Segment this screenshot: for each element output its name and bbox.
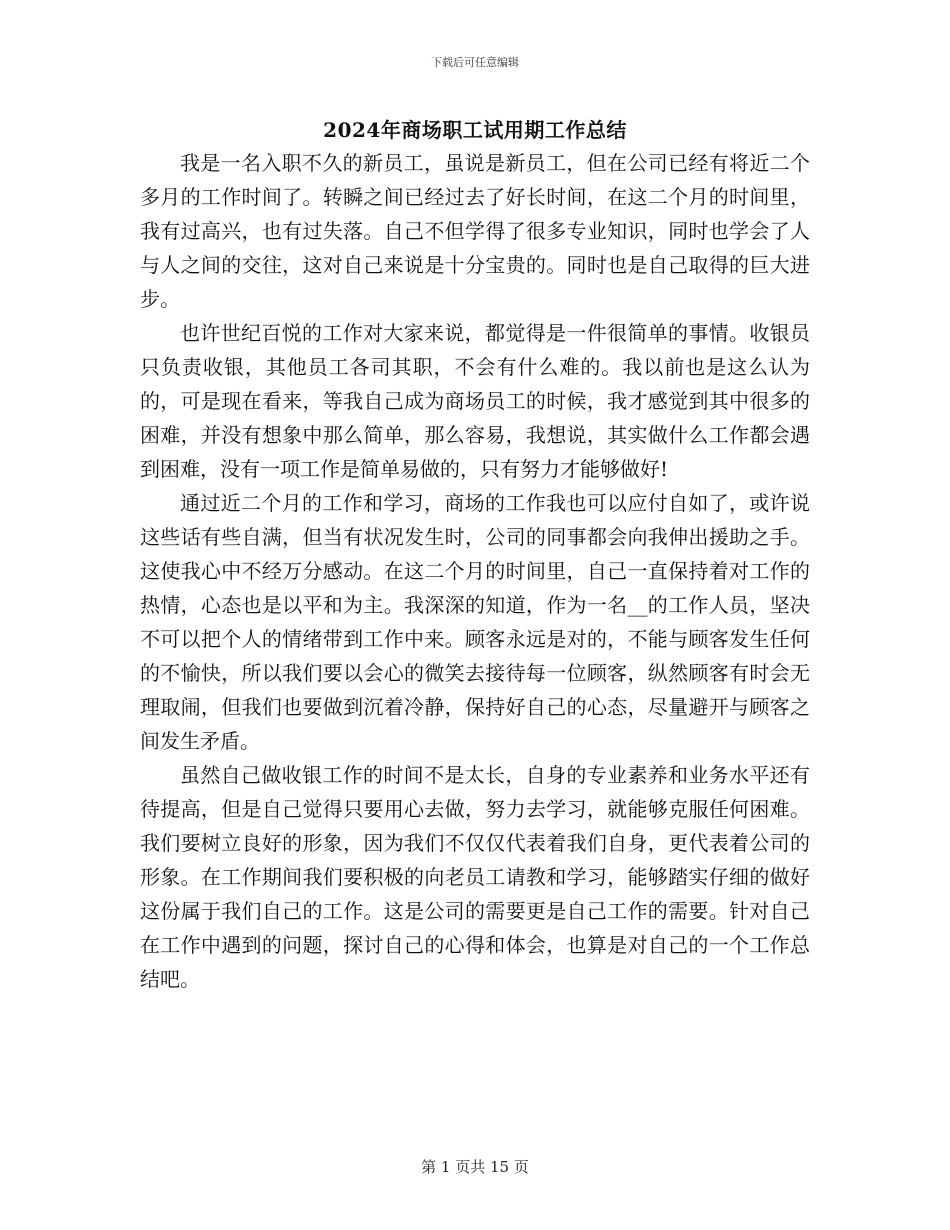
paragraph-2: 也许世纪百悦的工作对大家来说，都觉得是一件很简单的事情。收银员只负责收银，其他员工各司其职，不会有什么难的。我以前也是这么认为的，可是现在看来，等我自己成为商场员工的时候，我才感觉到其中很多的困难，并没有想象中那么简单，那么容易，我想说，其实做什么工作都会遇到困难，没有一项工作是简单易做的，只有努力才能够做好!	[140, 321, 810, 481]
paragraph-3: 通过近二个月的工作和学习，商场的工作我也可以应付自如了，或许说这些话有些自满，但当有状况发生时，公司的同事都会向我伸出援助之手。这使我心中不经万分感动。在这二个月的时间里，自己一直保持着对工作的热情，心态也是以平和为主。我深深的知道，作为一名__的工作人员，坚决不可以把个人的情绪带到工作中来。顾客永远是对的，不能与顾客发生任何的不愉快，所以我们要以会心的微笑去接待每一位顾客，纵然顾客有时会无理取闹，但我们也要做到沉着冷静，保持好自己的心态，尽量避开与顾客之间发生矛盾。	[140, 491, 810, 753]
paragraph-4: 虽然自己做收银工作的时间不是太长，自身的专业素养和业务水平还有待提高，但是自己觉得只要用心去做，努力去学习，就能够克服任何困难。我们要树立良好的形象，因为我们不仅仅代表着我们自身，更代表着公司的形象。在工作期间我们要积极的向老员工请教和学习，能够踏实仔细的做好这份属于我们自己的工作。这是公司的需要更是自己工作的需要。针对自己在工作中遇到的问题，探讨自己的心得和体会，也算是对自己的一个工作总结吧。	[140, 763, 810, 991]
document-body	[140, 146, 810, 996]
document-title: 2024年商场职工试用期工作总结	[323, 118, 627, 142]
paragraph-1: 我是一名入职不久的新员工，虽说是新员工，但在公司已经有将近二个多月的工作时间了。转瞬之间已经过去了好长时间，在这二个月的时间里，我有过高兴，也有过失落。自己不但学得了很多专业知识，同时也学会了人与人之间的交往，这对自己来说是十分宝贵的。同时也是自己取得的巨大进步。	[140, 151, 810, 311]
page-number-footer: 第 1 页共 15 页	[421, 1158, 529, 1176]
header-note: 下载后可任意编辑	[431, 56, 519, 69]
